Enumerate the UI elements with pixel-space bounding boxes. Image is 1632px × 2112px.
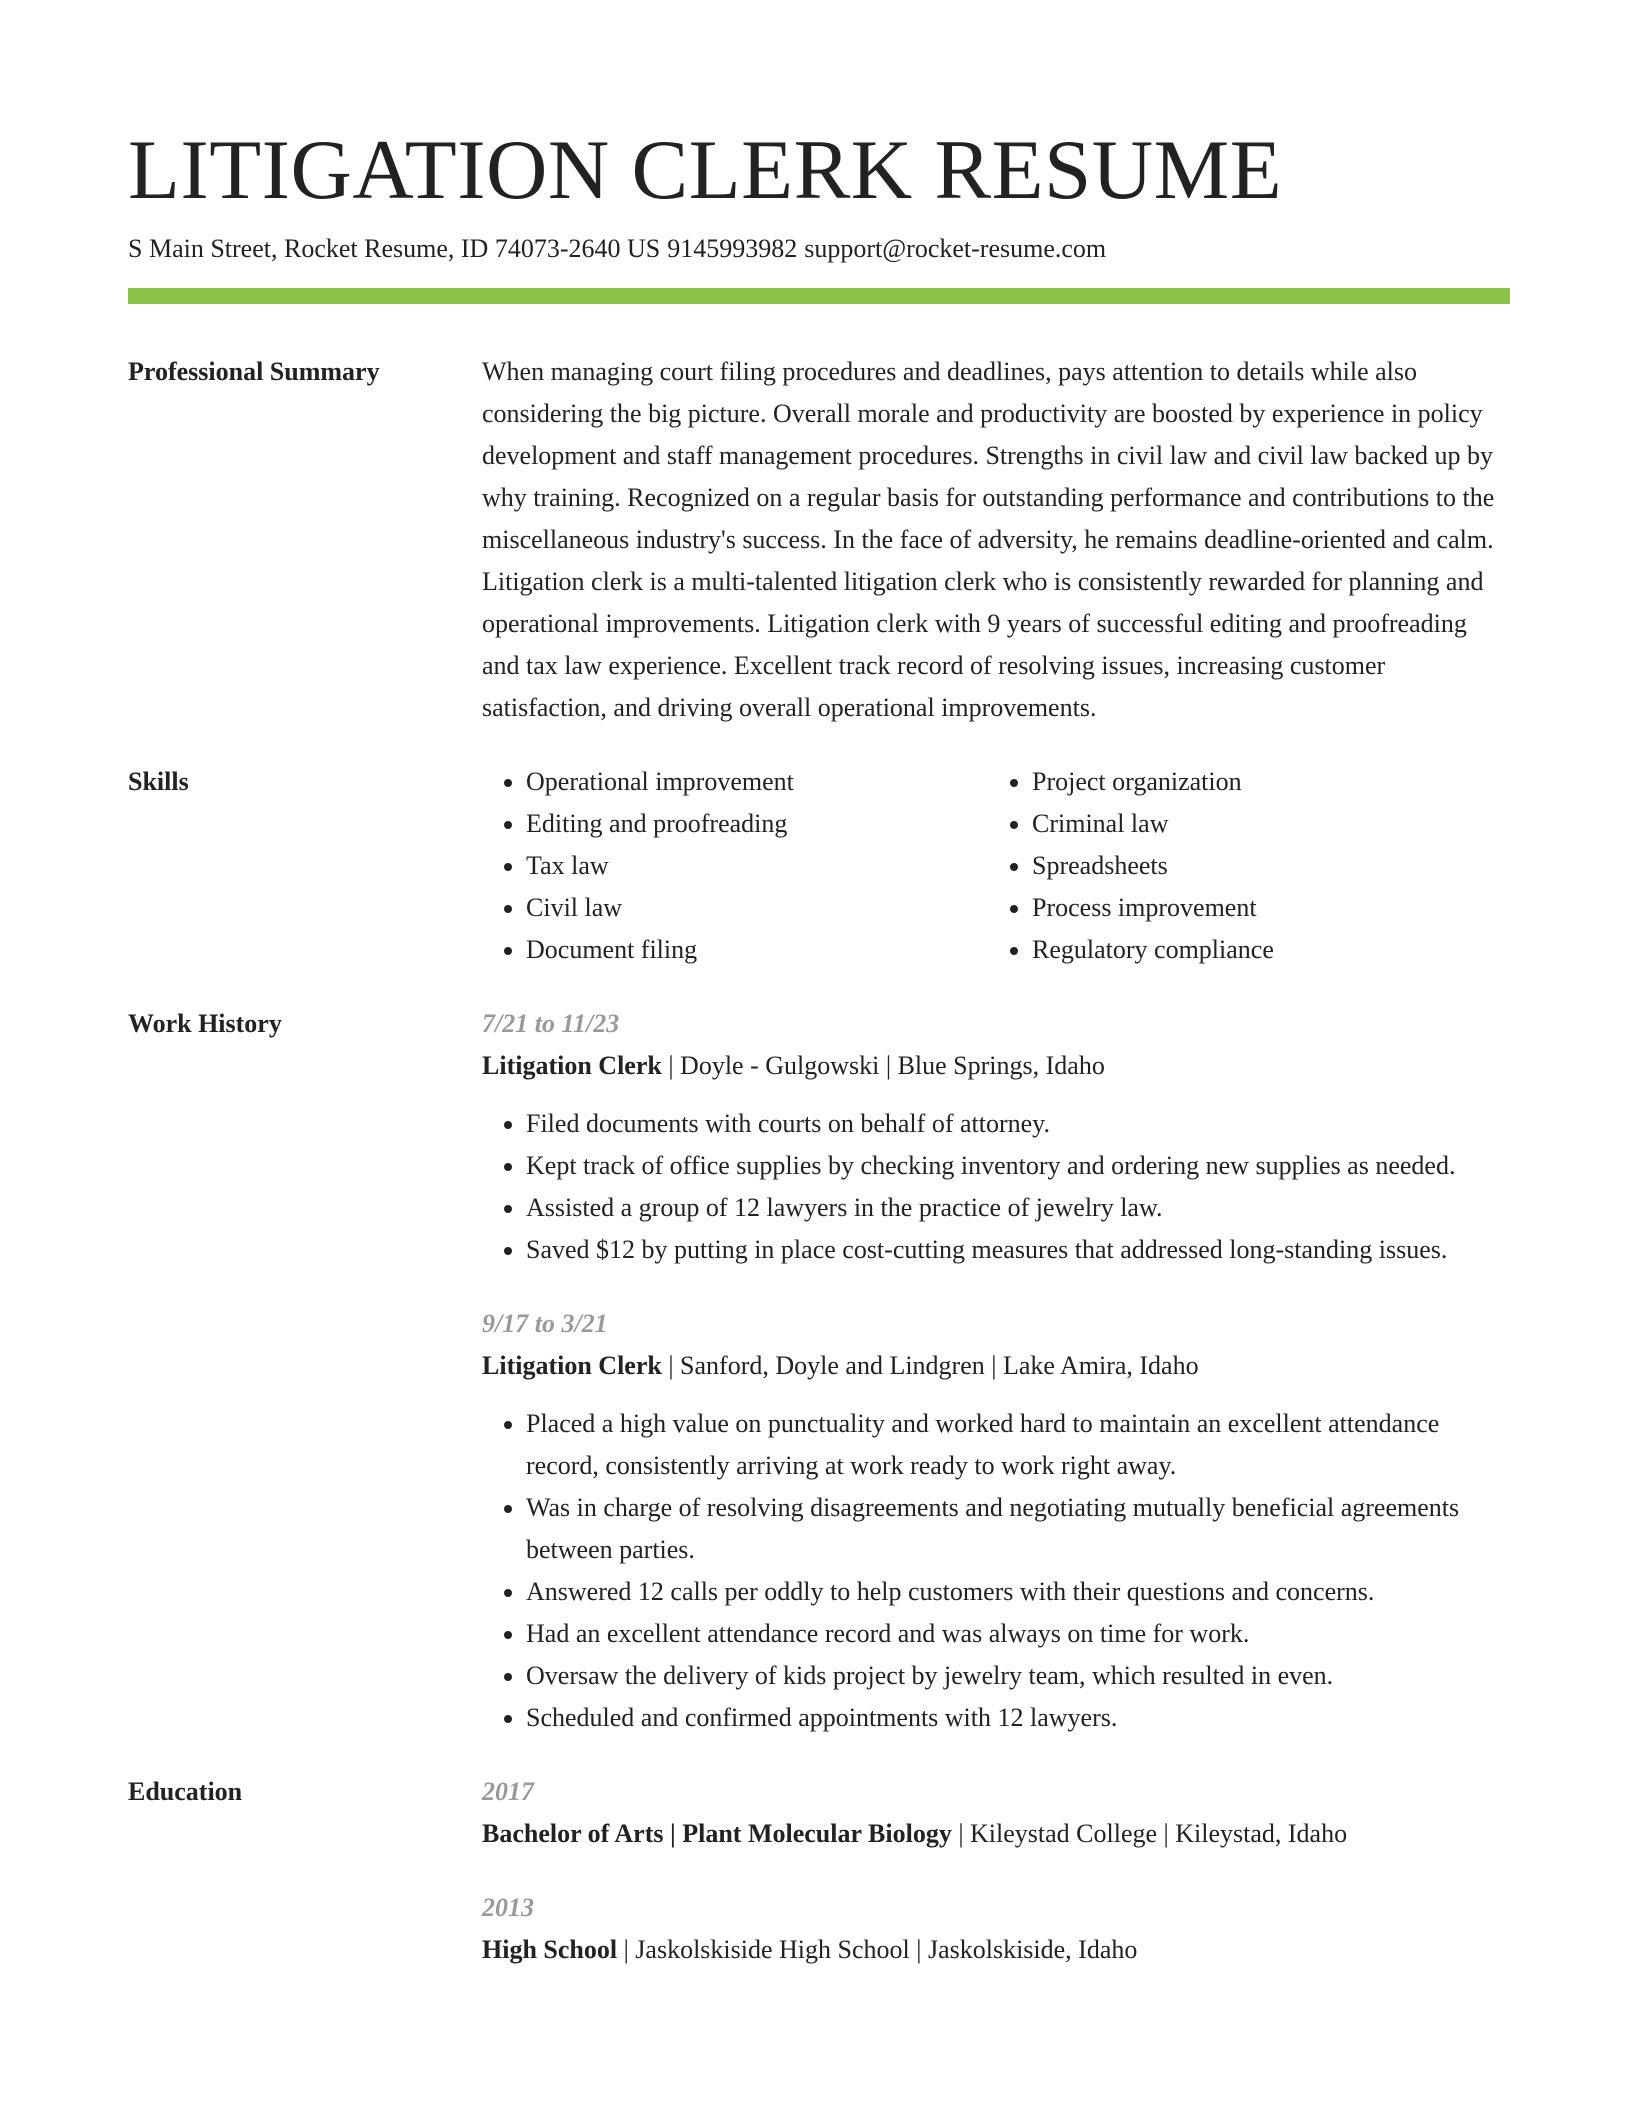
job-bullet: • Filed documents with courts on behalf of attorney. — [526, 1103, 1510, 1145]
skills-list-right — [988, 761, 1494, 971]
skill-item: • Editing and proofreading — [526, 803, 988, 845]
skill-item: • Civil law — [526, 887, 988, 929]
contact-email: support@rocket-resume.com — [804, 234, 1107, 263]
contact-phone: 9145993982 — [667, 234, 798, 263]
job-bullet: • Kept track of office supplies by checking inventory and ordering new supplies as needed. — [526, 1145, 1510, 1187]
job-title: Litigation Clerk — [482, 1051, 662, 1080]
job-entry — [482, 1003, 1510, 1271]
work-history-heading: Work History — [128, 1009, 282, 1038]
resume-page — [128, 120, 1510, 1971]
job-bullet-list — [482, 1403, 1510, 1739]
job-bullet: • Saved $12 by putting in place cost-cutting measures that addressed long-standing issues. — [526, 1229, 1510, 1271]
job-bullet: • Assisted a group of 12 lawyers in the practice of jewelry law. — [526, 1187, 1510, 1229]
contact-address: S Main Street, Rocket Resume, ID 74073-2640 US — [128, 234, 661, 263]
summary-heading: Professional Summary — [128, 357, 380, 386]
job-bullet-list — [482, 1103, 1510, 1271]
skill-item: • Criminal law — [1032, 803, 1494, 845]
skill-item: • Tax law — [526, 845, 988, 887]
job-bullet: • Scheduled and confirmed appointments with 12 lawyers. — [526, 1697, 1510, 1739]
job-bullet: • Placed a high value on punctuality and worked hard to maintain an excellent attendance record, consistently arriving at work ready to work right away. — [526, 1403, 1510, 1487]
job-bullet: • Was in charge of resolving disagreements and negotiating mutually beneficial agreements between parties. — [526, 1487, 1510, 1571]
skill-item: • Spreadsheets — [1032, 845, 1494, 887]
job-employer: | Doyle - Gulgowski | Blue Springs, Idaho — [661, 1051, 1105, 1080]
contact-line — [128, 232, 1510, 266]
education-year: 2017 — [482, 1777, 534, 1806]
education-school: | Kileystad College | Kileystad, Idaho — [951, 1819, 1348, 1848]
job-title: Litigation Clerk — [482, 1351, 662, 1380]
skill-item: • Project organization — [1032, 761, 1494, 803]
job-entry — [482, 1303, 1510, 1739]
education-degree: Bachelor of Arts | Plant Molecular Biology — [482, 1819, 952, 1848]
job-dates: 7/21 to 11/23 — [482, 1009, 620, 1038]
education-line — [482, 1929, 1510, 1971]
education-degree: High School — [482, 1935, 618, 1964]
job-heading — [482, 1045, 1510, 1087]
work-history-section — [128, 1003, 1510, 1739]
skill-item: • Regulatory compliance — [1032, 929, 1494, 971]
job-dates: 9/17 to 3/21 — [482, 1309, 608, 1338]
summary-section — [128, 351, 1510, 729]
skill-item: • Document filing — [526, 929, 988, 971]
education-entry — [482, 1887, 1510, 1971]
education-line — [482, 1813, 1510, 1855]
resume-title: LITIGATION CLERK RESUME — [128, 123, 1283, 217]
education-school: | Jaskolskiside High School | Jaskolskiside, Idaho — [617, 1935, 1138, 1964]
job-heading — [482, 1345, 1510, 1387]
education-heading: Education — [128, 1777, 243, 1806]
job-bullet: • Answered 12 calls per oddly to help customers with their questions and concerns. — [526, 1571, 1510, 1613]
job-bullet: • Had an excellent attendance record and was always on time for work. — [526, 1613, 1510, 1655]
education-entry — [482, 1771, 1510, 1855]
summary-text: When managing court filing procedures and deadlines, pays attention to details while also considering the big picture. Overall morale and productivity are boosted by experience in policy development and staff management procedures. Strengths in civil law and civil law backed up by why training. Recognized on a regular basis for outstanding performance and contributions to the miscellaneous industry's success. In the face of adversity, he remains deadline-oriented and calm. Litigation clerk is a multi-talented litigation clerk who is consistently rewarded for planning and operational improvements. Litigation clerk with 9 years of successful editing and proofreading and tax law experience. Excellent track record of resolving issues, increasing customer satisfaction, and driving overall operational improvements. — [482, 357, 1495, 722]
job-employer: | Sanford, Doyle and Lindgren | Lake Amira, Idaho — [661, 1351, 1199, 1380]
education-section — [128, 1771, 1510, 1971]
job-bullet: • Oversaw the delivery of kids project by jewelry team, which resulted in even. — [526, 1655, 1510, 1697]
skills-list-left — [482, 761, 988, 971]
education-year: 2013 — [482, 1893, 534, 1922]
skill-item: • Process improvement — [1032, 887, 1494, 929]
skills-section — [128, 761, 1510, 971]
header-divider — [128, 288, 1510, 304]
skills-heading: Skills — [128, 767, 189, 796]
skill-item: • Operational improvement — [526, 761, 988, 803]
